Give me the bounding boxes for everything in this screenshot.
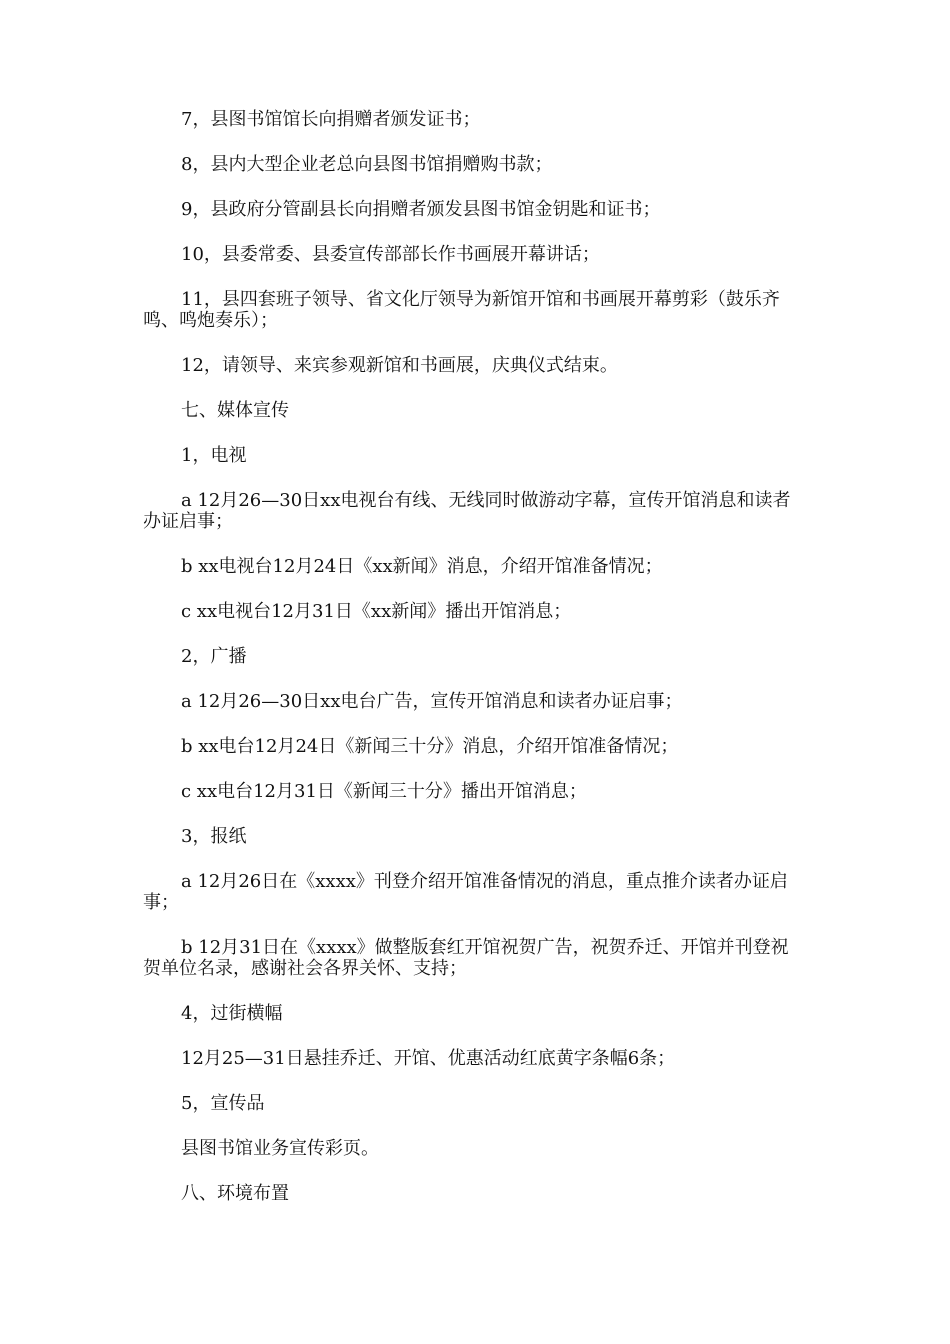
newspaper-item-b: b 12月31日在《xxxx》做整版套红开馆祝贺广告，祝贺乔迁、开馆并刊登祝贺单位名录，感谢社会各界关怀、支持； (143, 937, 789, 979)
radio-item-c: c xx电台12月31日《新闻三十分》播出开馆消息； (181, 781, 587, 802)
section-heading-media: 七、媒体宣传 (181, 400, 289, 421)
tv-item-c: c xx电视台12月31日《xx新闻》播出开馆消息； (181, 601, 572, 622)
subheading-tv: 1，电视 (181, 445, 247, 466)
banners-item: 12月25—31日悬挂乔迁、开馆、优惠活动红底黄字条幅6条； (181, 1048, 676, 1069)
section-heading-environment: 八、环境布置 (181, 1183, 289, 1204)
list-item-11: 11，县四套班子领导、省文化厅领导为新馆开馆和书画展开幕剪彩（鼓乐齐鸣、鸣炮奏乐）； (143, 289, 780, 331)
list-item-9: 9，县政府分管副县长向捐赠者颁发县图书馆金钥匙和证书； (181, 199, 661, 220)
tv-item-a: a 12月26—30日xx电视台有线、无线同时做游动字幕，宣传开馆消息和读者办证启事； (143, 490, 791, 532)
list-item-12: 12，请领导、来宾参观新馆和书画展，庆典仪式结束。 (181, 355, 618, 376)
subheading-promo: 5，宣传品 (181, 1093, 265, 1114)
newspaper-item-a: a 12月26日在《xxxx》刊登介绍开馆准备情况的消息，重点推介读者办证启事； (143, 871, 788, 913)
list-item-7: 7，县图书馆馆长向捐赠者颁发证书； (181, 109, 481, 130)
promo-item: 县图书馆业务宣传彩页。 (181, 1138, 379, 1159)
radio-item-a: a 12月26—30日xx电台广告，宣传开馆消息和读者办证启事； (181, 691, 683, 712)
document-body (143, 109, 805, 1228)
list-item-8: 8，县内大型企业老总向县图书馆捐赠购书款； (181, 154, 553, 175)
radio-item-b: b xx电台12月24日《新闻三十分》消息，介绍开馆准备情况； (181, 736, 679, 757)
subheading-radio: 2，广播 (181, 646, 247, 667)
tv-item-b: b xx电视台12月24日《xx新闻》消息，介绍开馆准备情况； (181, 556, 663, 577)
subheading-banners: 4，过街横幅 (181, 1003, 283, 1024)
subheading-newspaper: 3，报纸 (181, 826, 247, 847)
list-item-10: 10，县委常委、县委宣传部部长作书画展开幕讲话； (181, 244, 600, 265)
